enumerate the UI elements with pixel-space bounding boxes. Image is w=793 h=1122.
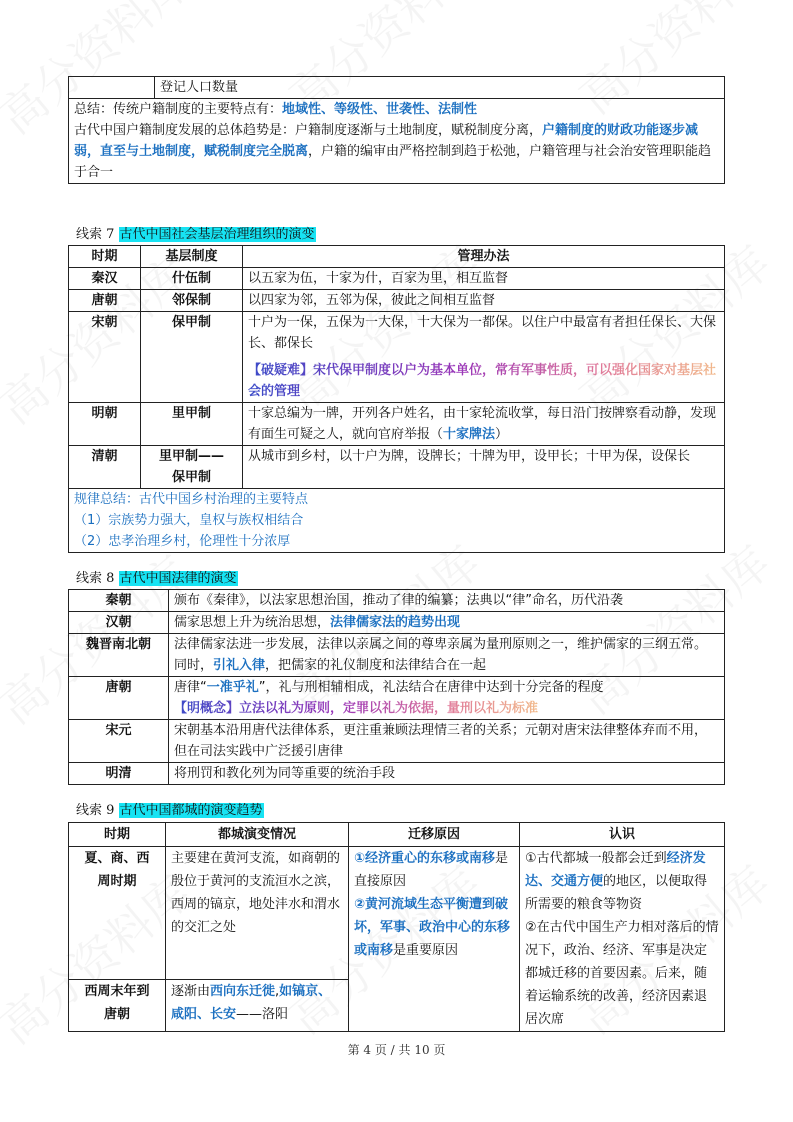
trend-suffix: ，户籍的编审由严格控制到趋于松弛，户籍管理与社会治安管理职能趋于合一	[74, 144, 712, 180]
section-prefix: 线索 7	[76, 227, 119, 242]
section-7-title	[76, 226, 316, 244]
table-header-row	[69, 246, 725, 268]
method-cell	[243, 312, 725, 403]
summary-title: 规律总结：古代中国乡村治理的主要特点	[74, 492, 309, 507]
content-highlight: 一准乎礼	[206, 680, 259, 695]
table-header-row	[69, 823, 725, 847]
reason-highlight: ②黄河流域生态平衡遭到破坏，军事、政治中心的东移或南移	[354, 897, 511, 958]
period-cell: 明朝	[69, 403, 141, 446]
table-row	[69, 77, 725, 99]
table-row	[69, 590, 725, 612]
insight-cell	[520, 847, 725, 1032]
summary-highlight: 地域性、等级性、世袭性、法制性	[282, 102, 478, 117]
method-cell: 以五家为伍，十家为什，百家为里，相互监督	[243, 268, 725, 290]
method-suffix: ）	[495, 427, 509, 442]
content-suffix: ，把儒家的礼仪制度和法律结合在一起	[265, 658, 487, 673]
period-cell: 汉朝	[69, 612, 169, 634]
table-row	[69, 677, 725, 720]
method-text: 十家总编为一牌，开列各户姓名，由十家轮流收掌，每日沿门按牌察看动静，发现有面生可疑之人，就向官府举报（	[248, 406, 717, 442]
situation-highlight: 如镐京、咸阳、长安	[171, 984, 332, 1022]
table-row	[69, 446, 725, 489]
table-row	[69, 847, 725, 980]
system-cell: 什伍制	[141, 268, 243, 290]
section-8-title	[76, 570, 238, 588]
method-cell: 从城市到乡村，以十户为牌，设牌长；十牌为甲，设甲长；十甲为保，设保长	[243, 446, 725, 489]
section-highlight-title: 古代中国社会基层治理组织的演变	[119, 227, 315, 242]
system-cell: 邻保制	[141, 290, 243, 312]
content-text: 唐律“	[174, 680, 207, 695]
situation-cell	[166, 980, 349, 1032]
header-method: 管理办法	[243, 246, 725, 268]
note-text: 【破疑难】宋代保甲制度以户为基本单位，常有军事性质，可以强化国家对基层社会的管理	[248, 360, 719, 402]
period-cell: 唐朝	[69, 677, 169, 720]
table-row	[69, 268, 725, 290]
insight-text: ①古代都城一般都会迁到	[525, 851, 667, 866]
table-row	[69, 403, 725, 446]
period-cell: 宋朝	[69, 312, 141, 403]
content-text: 法律儒家法进一步发展，法律以亲属之间的尊卑亲属为量刑原则之一，维护儒家的三纲五常。同时，	[174, 637, 708, 673]
content-cell	[169, 677, 725, 720]
method-highlight: 十家牌法	[443, 427, 496, 442]
content-cell	[169, 634, 725, 677]
row-label	[69, 77, 155, 99]
trend-highlight: 户籍制度的财政功能逐步减弱，直至与土地制度，赋税制度完全脱离	[74, 123, 699, 159]
period-cell: 秦朝	[69, 590, 169, 612]
insight-text: 的地区，以便取得所需要的粮食等物资	[525, 874, 708, 912]
content-text: 儒家思想上升为统治思想，	[174, 615, 331, 630]
table-row	[69, 763, 725, 785]
grassroots-governance-table	[68, 245, 725, 553]
summary-row	[69, 99, 725, 184]
capital-evolution-table	[68, 822, 725, 1032]
summary-row	[69, 489, 725, 553]
table-row	[69, 290, 725, 312]
situation-text: ,	[275, 984, 280, 999]
content-highlight: 引礼入律	[213, 658, 266, 673]
system-line: 保甲制	[171, 470, 211, 485]
section-prefix: 线索 8	[76, 571, 119, 586]
table-row	[69, 612, 725, 634]
summary-item: （1）宗族势力强大，皇权与族权相结合	[74, 513, 304, 528]
header-situation: 都城演变情况	[166, 823, 349, 847]
header-period: 时期	[69, 246, 141, 268]
summary-cell	[69, 99, 725, 184]
table-row	[69, 312, 725, 403]
system-cell	[141, 446, 243, 489]
note-text: 【明概念】立法以礼为原则，定罪以礼为依据，量刑以礼为标准	[174, 698, 538, 719]
reason-cell	[349, 847, 520, 1032]
situation-text: ——洛阳	[236, 1007, 289, 1022]
situation-cell: 主要建在黄河支流，如商朝的殷位于黄河的支流洹水之滨，西周的镐京，地处沣水和渭水的交汇之处	[166, 847, 349, 980]
method-text: 十户为一保，五保为一大保，十大保为一都保。以住户中最富有者担任保长、大保长、都保长	[248, 315, 717, 351]
reason-highlight: ①经济重心的东移或南移	[354, 851, 496, 866]
period-cell: 西周末年到唐朝	[69, 980, 166, 1032]
section-highlight-title: 古代中国都城的演变趋势	[119, 803, 263, 818]
law-evolution-table	[68, 589, 725, 785]
row-value: 登记人口数量	[155, 77, 725, 99]
period-cell: 明清	[69, 763, 169, 785]
summary-cell	[69, 489, 725, 553]
insight-highlight: 经济发达、交通方便	[525, 851, 706, 889]
header-system: 基层制度	[141, 246, 243, 268]
system-cell: 里甲制	[141, 403, 243, 446]
system-cell: 保甲制	[141, 312, 243, 403]
header-period: 时期	[69, 823, 166, 847]
summary-item: （2）忠孝治理乡村，伦理性十分浓厚	[74, 534, 291, 549]
table-row	[69, 720, 725, 763]
trend-prefix: 古代中国户籍制度发展的总体趋势是：户籍制度逐渐与土地制度，赋税制度分离，	[74, 123, 543, 138]
insight-text: ②在古代中国生产力相对落后的情况下，政治、经济、军事是决定都城迁移的首要因素。后来，随着运输系统的改善，经济因素退居次席	[525, 920, 719, 1027]
period-cell: 秦汉	[69, 268, 141, 290]
content-cell: 将刑罚和教化列为同等重要的统治手段	[169, 763, 725, 785]
method-cell	[243, 403, 725, 446]
content-cell	[169, 612, 725, 634]
section-highlight-title: 古代中国法律的演变	[119, 571, 237, 586]
system-line: 里甲制——	[158, 449, 224, 464]
section-9-title	[76, 802, 264, 820]
situation-text: 逐渐由	[171, 984, 211, 999]
period-cell: 夏、商、西周时期	[69, 847, 166, 980]
content-cell: 宋朝基本沿用唐代法律体系，更注重兼顾法理情三者的关系；元朝对唐宋法律整体弃而不用，但在司法实践中广泛援引唐律	[169, 720, 725, 763]
period-cell: 魏晋南北朝	[69, 634, 169, 677]
header-insight: 认识	[520, 823, 725, 847]
content-cell: 颁布《秦律》，以法家思想治国，推动了律的编纂；法典以“律”命名，历代沿袭	[169, 590, 725, 612]
method-cell: 以四家为邻，五邻为保，彼此之间相互监督	[243, 290, 725, 312]
header-reason: 迁移原因	[349, 823, 520, 847]
reason-text: 是直接原因	[354, 851, 509, 889]
period-cell: 宋元	[69, 720, 169, 763]
situation-highlight: 西向东迁徙	[210, 984, 276, 999]
period-cell: 唐朝	[69, 290, 141, 312]
content-highlight: 法律儒家法的趋势出现	[330, 615, 461, 630]
period-cell: 清朝	[69, 446, 141, 489]
table-row	[69, 634, 725, 677]
content-text: ”，礼与刑相辅相成，礼法结合在唐律中达到十分完备的程度	[258, 680, 604, 695]
page-footer: 第 4 页 / 共 10 页	[347, 1043, 446, 1057]
reason-text: 是重要原因	[393, 943, 459, 958]
summary-prefix: 总结：传统户籍制度的主要特点有：	[74, 102, 283, 117]
section-prefix: 线索 9	[76, 803, 119, 818]
household-registration-table	[68, 76, 725, 184]
